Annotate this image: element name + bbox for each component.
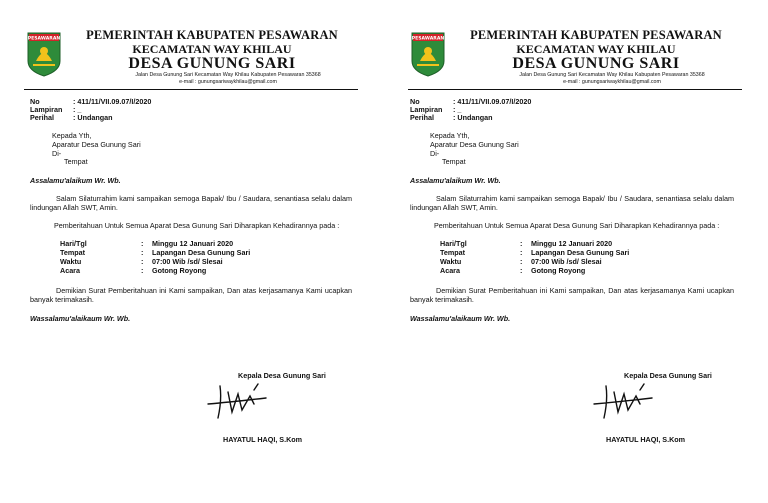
detail-value-event: Gotong Royong (531, 266, 586, 275)
meta-perihal-value: : Undangan (73, 113, 113, 122)
meta-lampiran-value: : _ (73, 105, 82, 114)
detail-label-date: Hari/Tgl (60, 239, 87, 248)
detail-value-time: 07:00 Wib /sd/ Slesai (531, 257, 602, 266)
signature-title: Kepala Desa Gunung Sari (624, 371, 712, 380)
detail-label-date: Hari/Tgl (440, 239, 467, 248)
logo-text: PESAWARAN (27, 36, 61, 42)
detail-value-date: Minggu 12 Januari 2020 (531, 239, 613, 248)
handwritten-signature (592, 380, 672, 422)
logo-text: PESAWARAN (411, 36, 445, 42)
detail-value-place: Lapangan Desa Gunung Sari (531, 248, 630, 257)
signature-name: HAYATUL HAQI, S.Kom (223, 435, 303, 444)
detail-value-time: 07:00 Wib /sd/ Slesai (152, 257, 223, 266)
closing-paragraph: Demikian Surat Pemberitahuan ini Kami sampaikan, Dan atas kerjasamanya Kami ucapkan banyak terimakasih. (410, 286, 734, 304)
detail-label-event: Acara (440, 266, 460, 275)
header-line3: DESA GUNUNG SARI (512, 55, 680, 72)
header-email: e-mail : gunungsariwaykhilau@gmail.com (563, 79, 661, 85)
header-rule (24, 89, 358, 90)
detail-label-place: Tempat (440, 248, 466, 257)
detail-sep-time: : (520, 257, 523, 266)
pesawaran-logo (26, 31, 62, 77)
detail-label-place: Tempat (60, 248, 86, 257)
header-address: Jalan Desa Gunung Sari Kecamatan Way Khilau Kabupaten Pesawaran 35368 (135, 72, 321, 78)
meta-lampiran-label: Lampiran (410, 105, 443, 114)
closing-paragraph: Demikian Surat Pemberitahuan ini Kami sampaikan, Dan atas kerjasamanya Kami ucapkan banyak terimakasih. (30, 286, 352, 304)
header-line1: PEMERINTAH KABUPATEN PESAWARAN (470, 28, 722, 42)
header-line1: PEMERINTAH KABUPATEN PESAWARAN (86, 28, 338, 42)
detail-value-place: Lapangan Desa Gunung Sari (152, 248, 251, 257)
recipient-line2: Aparatur Desa Gunung Sari (52, 140, 141, 149)
detail-sep-event: : (141, 266, 144, 275)
greeting: Assalamu'alaikum Wr. Wb. (410, 176, 501, 185)
meta-no-label: No (30, 97, 40, 106)
recipient-line2: Aparatur Desa Gunung Sari (430, 140, 519, 149)
detail-sep-place: : (141, 248, 144, 257)
header-line3: DESA GUNUNG SARI (128, 55, 296, 72)
recipient-line1: Kepada Yth, (430, 131, 470, 140)
detail-label-time: Waktu (60, 257, 82, 266)
meta-lampiran-value: : _ (453, 105, 462, 114)
meta-perihal-label: Perihal (410, 113, 434, 122)
signature-name: HAYATUL HAQI, S.Kom (606, 435, 686, 444)
detail-value-event: Gotong Royong (152, 266, 207, 275)
meta-no-label: No (410, 97, 420, 106)
recipient-line4: Tempat (442, 157, 466, 166)
header-line2: KECAMATAN WAY KHILAU (516, 42, 676, 56)
meta-perihal-value: : Undangan (453, 113, 493, 122)
detail-sep-place: : (520, 248, 523, 257)
signature-title: Kepala Desa Gunung Sari (238, 371, 326, 380)
body-paragraph-2: Pemberitahuan Untuk Semua Aparat Desa Gunung Sari Diharapkan Kehadirannya pada : (54, 221, 340, 230)
header-rule (408, 89, 742, 90)
farewell: Wassalamu'alaikaum Wr. Wb. (410, 314, 511, 323)
detail-sep-date: : (520, 239, 523, 248)
recipient-line4: Tempat (64, 157, 88, 166)
recipient-line3: Di- (52, 149, 62, 158)
meta-no-value: : 411/11/VII.09.07/I/2020 (73, 97, 152, 106)
body-paragraph-2: Pemberitahuan Untuk Semua Aparat Desa Gunung Sari Diharapkan Kehadirannya pada : (434, 221, 720, 230)
detail-sep-date: : (141, 239, 144, 248)
recipient-line3: Di- (430, 149, 440, 158)
recipient-line1: Kepada Yth, (52, 131, 92, 140)
body-paragraph-1: Salam Silaturrahim kami sampaikan semoga Bapak/ Ibu / Saudara, senantiasa selalu dalam lindungan Allah SWT, Amin. (30, 194, 352, 212)
header-address: Jalan Desa Gunung Sari Kecamatan Way Khilau Kabupaten Pesawaran 35368 (519, 72, 705, 78)
handwritten-signature (206, 380, 286, 422)
pesawaran-logo (410, 31, 446, 77)
detail-label-time: Waktu (440, 257, 462, 266)
body-paragraph-1: Salam Silaturrahim kami sampaikan semoga Bapak/ Ibu / Saudara, senantiasa selalu dalam lindungan Allah SWT, Amin. (410, 194, 734, 212)
meta-no-value: : 411/11/VII.09.07/I/2020 (453, 97, 532, 106)
header-email: e-mail : gunungsariwaykhilau@gmail.com (179, 79, 277, 85)
header-line2: KECAMATAN WAY KHILAU (132, 42, 292, 56)
farewell: Wassalamu'alaikaum Wr. Wb. (30, 314, 131, 323)
detail-value-date: Minggu 12 Januari 2020 (152, 239, 234, 248)
detail-sep-event: : (520, 266, 523, 275)
greeting: Assalamu'alaikum Wr. Wb. (30, 176, 121, 185)
meta-lampiran-label: Lampiran (30, 105, 63, 114)
letter-right (384, 0, 768, 503)
detail-sep-time: : (141, 257, 144, 266)
detail-label-event: Acara (60, 266, 80, 275)
meta-perihal-label: Perihal (30, 113, 54, 122)
